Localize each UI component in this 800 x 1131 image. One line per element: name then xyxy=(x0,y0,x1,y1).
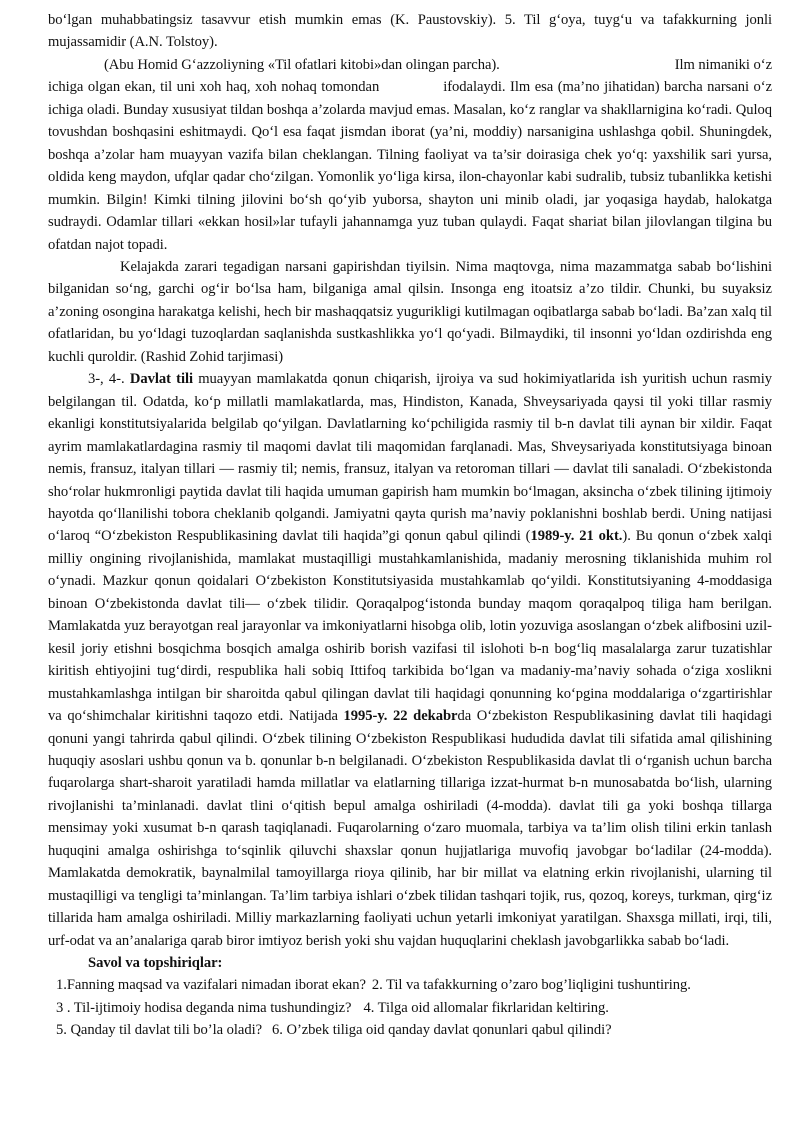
question-line-2 xyxy=(48,997,772,1019)
source-note: (Abu Homid G‘azzoliyning «Til ofatlari kitobi»dan olingan parcha). xyxy=(104,56,500,73)
section-number: 3-, 4-. xyxy=(88,371,125,388)
text-fragment: ifodalaydi. Ilm esa (ma’no jihatidan) barcha narsani o‘z ichiga oladi. Bunday xususiyat tildan boshqa a’zolarda mavjud emas. Masalan, ko‘z ranglar va shakllarnigina ko‘radi. Quloq tovushdan boshqasini eshitmaydi. Qo‘l esa faqat jismdan iborat (ya’ni, moddiy) narsanigina ushlashga qobil. Shuningdek, boshqa a’zolar ham muayyan vazifa bilan cheklangan. Tilning faoliyat va ta’sir doirasiga chek yo‘q: yaxshilik sari yursa, oldida keng maydon, ufqlar qadar cho‘zilgan. Yomonlik yo‘liga kirsa, ilon-chayonlar kabi sudralib, tubsiz tubanlikka ketishi mumkin. Bilgin! Kimki tilning jilovini bo‘sh qo‘yib yuborsa, shayton uni minib oladi, jar yoqasiga haydab, halokatga sudraydi. Odamlar tillari «ekkan hosil»lar tufayli jahannamga yuz tuban qulaydi. Faqat shariat bilan jilovlangan tilgina bu ofatdan najot topadi. xyxy=(48,79,772,253)
question-4: 4. Tilga oid allomalar fikrlaridan keltiring. xyxy=(363,999,609,1016)
text-fragment: ichiga olgan ekan, til uni xoh haq, xoh nohaq tomondan xyxy=(48,79,380,96)
date-1989: 1989-y. 21 okt. xyxy=(530,528,623,545)
question-line-1 xyxy=(48,974,772,996)
question-1: 1.Fanning maqsad va vazifalari nimadan iborat ekan? xyxy=(56,977,366,994)
text-fragment: da O‘zbekiston Respublikasining davlat tili haqidagi qonuni yangi tahrirda qabul qilindi. O‘zbek tilining O‘zbekiston Respublikasi hududida davlat tili sifatida amal qilishining huquqiy asoslari ushbu qonun va b. qonunlar b-n belgilanadi. O‘zbekiston Respublikasida davlat tli o‘rganish uchun barcha fuqarolarga shart-sharoit yaratiladi hamda millatlar va elatlarning tillariga izzat-hurmat b-n munosabatda bo‘lish, ularning rivojlanishi ta’minlanadi. davlat tlini o‘qitish bepul amalga oshiriladi (4-modda). davlat tili ga yoki boshqa tillarga mensimay yoki xusumat b-n qarash taqiqlanadi. Fuqarolarning o‘zaro muomala, tarbiya va ta’lim olish tilini erkin tanlash huquqini amalga oshirishga to‘sqinlik qiluvchi shaxslar qonun hujjatlariga muvofiq javobgar bo‘ladilar (24-modda). Mamlakatda demokratik, baynalmilal tamoyillarga rioya qilinib, har bir millat va elatning erkin rivojlanishi, ularning til mustaqilligi va tengligi ta’minlangan. Ta’lim tarbiya ishlari o‘zbek tilidan tashqari tojik, rus, qozoq, koreys, turkman, qirg‘iz tillarida ham amalga oshiriladi. Milliy markazlarning faoliyati uchun yetarli imkoniyat yaratilgan. Shaxsga millati, irqi, tili, urf-odat va an’analariga qarab biror imtiyoz berish yoki shu vajdan huquqlarini cheklash javobgarlikka sabab bo‘ladi. xyxy=(48,708,772,949)
question-line-3 xyxy=(48,1019,772,1041)
question-3: 3 . Til-ijtimoiy hodisa deganda nima tushundingiz? xyxy=(56,999,352,1016)
paragraph-right-fragment: Ilm nimaniki o‘z xyxy=(674,56,772,73)
text-fragment: muayyan mamlakatda qonun chiqarish, ijroiya va sud hokimiyatlarida ish yuritish uchun rasmiy belgilangan til. Odatda, ko‘p millatli mamlakatlarda, mas, Hindiston, Kanada, Shveysariyada qaysi til yoki tillar rasmiy ekanligi konstitutsiyalarida belgilab qo‘yilgan. Davlatlarning ko‘pchiligida rasmiy til b-n davlat tili aynan bir xildir. Faqat ayrim mamlakatlardagina rasmiy til maqomi davlat tili maqomidan farqlanadi. Mas, Shveysariyada konstitutsiyaga binoan nemis, fransuz, italyan tillari — rasmiy til; nemis, fransuz, italyan va retoroman tillari — davlat tili sanaladi. O‘zbekistonda sho‘rolar hukmronligi paytida davlat tili haqida umuman gapirish ham mumkin bo‘lmagan, aksincha o‘zbek tilining ijtimoiy hayotda qo‘llanilishi tobora cheklanib qolgandi. Jamiyatni qayta qurish ma’naviy poklanishni boshlab berdi. Uning natijasi o‘laroq “O‘zbekiston Respublikasining davlat tili haqida”gi qonun qabul qilindi ( xyxy=(48,371,772,545)
questions-heading xyxy=(48,952,772,974)
question-6: 6. O’zbek tiliga oid qanday davlat qonunlari qabul qilindi? xyxy=(272,1022,612,1039)
paragraph-gazzoliy-body xyxy=(48,76,772,256)
question-5: 5. Qanday til davlat tili bo’la oladi? xyxy=(56,1022,263,1039)
term-davlat-tili: Davlat tili xyxy=(129,371,193,388)
questions-heading-text: Savol va topshiriqlar: xyxy=(88,955,223,972)
paragraph-kelajakda: Kelajakda zarari tegadigan narsani gapirishdan tiyilsin. Nima maqtovga, nima mazammatga sabab bo‘lishini bilganidan so‘ng, garchi og‘ir bo‘lsa ham, bilganiga amal qilsin. Insonga eng itoatsiz a’zo tildir. Chunki, bu suyaksiz a’zoning osongina harakatga kelishi, hech bir mashaqqatsiz yugurikligi kutilmagan oqibatlarga sabab bo‘ladi. Ba’zan xalq til ofatlaridan, bu yo‘ldagi tuzoqlardan saqlanishda sustkashlikka yo‘l qo‘yadi. Bilmaydiki, til insonni yo‘ldan ozdirishda eng kuchli quroldir. (Rashid Zohid tarjimasi) xyxy=(48,258,772,365)
question-2: 2. Til va tafakkurning o’zaro bog’liqligini tushuntiring. xyxy=(371,977,691,994)
date-1995: 1995-y. 22 dekabr xyxy=(343,708,458,725)
paragraph-gazzoliy xyxy=(48,54,772,76)
text-fragment: ). Bu qonun o‘zbek xalqi milliy ongining rivojlanishida, mamlakat mustaqilligi mustahkamlanishida, madaniy merosning tiklanishida muhim rol o‘ynadi. Mazkur qonun qoidalari O‘zbekiston Konstitutsiyasida mustahkamlab qo‘yildi. Konstitutsiyaning 4-moddasiga binoan O‘zbekistonda davlat tili— o‘zbek tilidir. Qoraqalpog‘istonda bunday maqom qoraqalpoq tiliga ham berilgan. Mamlakatda yuz berayotgan real jarayonlar va imkoniyatlarni hisobga olib, lotin yozuviga asoslangan o‘zbek alifbosini uzil-kesil joriy etishni bosqichma bosqich amalga oshirib borish vazifasi til islohoti b-n bog‘liq masalalarga zarur tuzatishlar kiritish ehtiyojini tug‘dirdi, respublika hali sobiq Ittifoq tarkibida bo‘lgan va madaniy-ma’naviy sohada o‘ziga xoslikni mustahkamlashga intilgan bir sharoitda qabul qilingan davlat tili haqidagi qonunning ko‘pgina moddalariga o‘zgartirishlar va qo‘shimchalar kiritishni taqozo etdi. Natijada xyxy=(48,528,773,725)
paragraph-quotes-end: bo‘lgan muhabbatingsiz tasavvur etish mumkin emas (K. Paustovskiy). 5. Til g‘oya, tuyg‘u va tafakkurning jonli mujassamidir (A.N. Tolstoy). xyxy=(48,12,772,51)
paragraph-davlat-tili xyxy=(48,368,772,952)
